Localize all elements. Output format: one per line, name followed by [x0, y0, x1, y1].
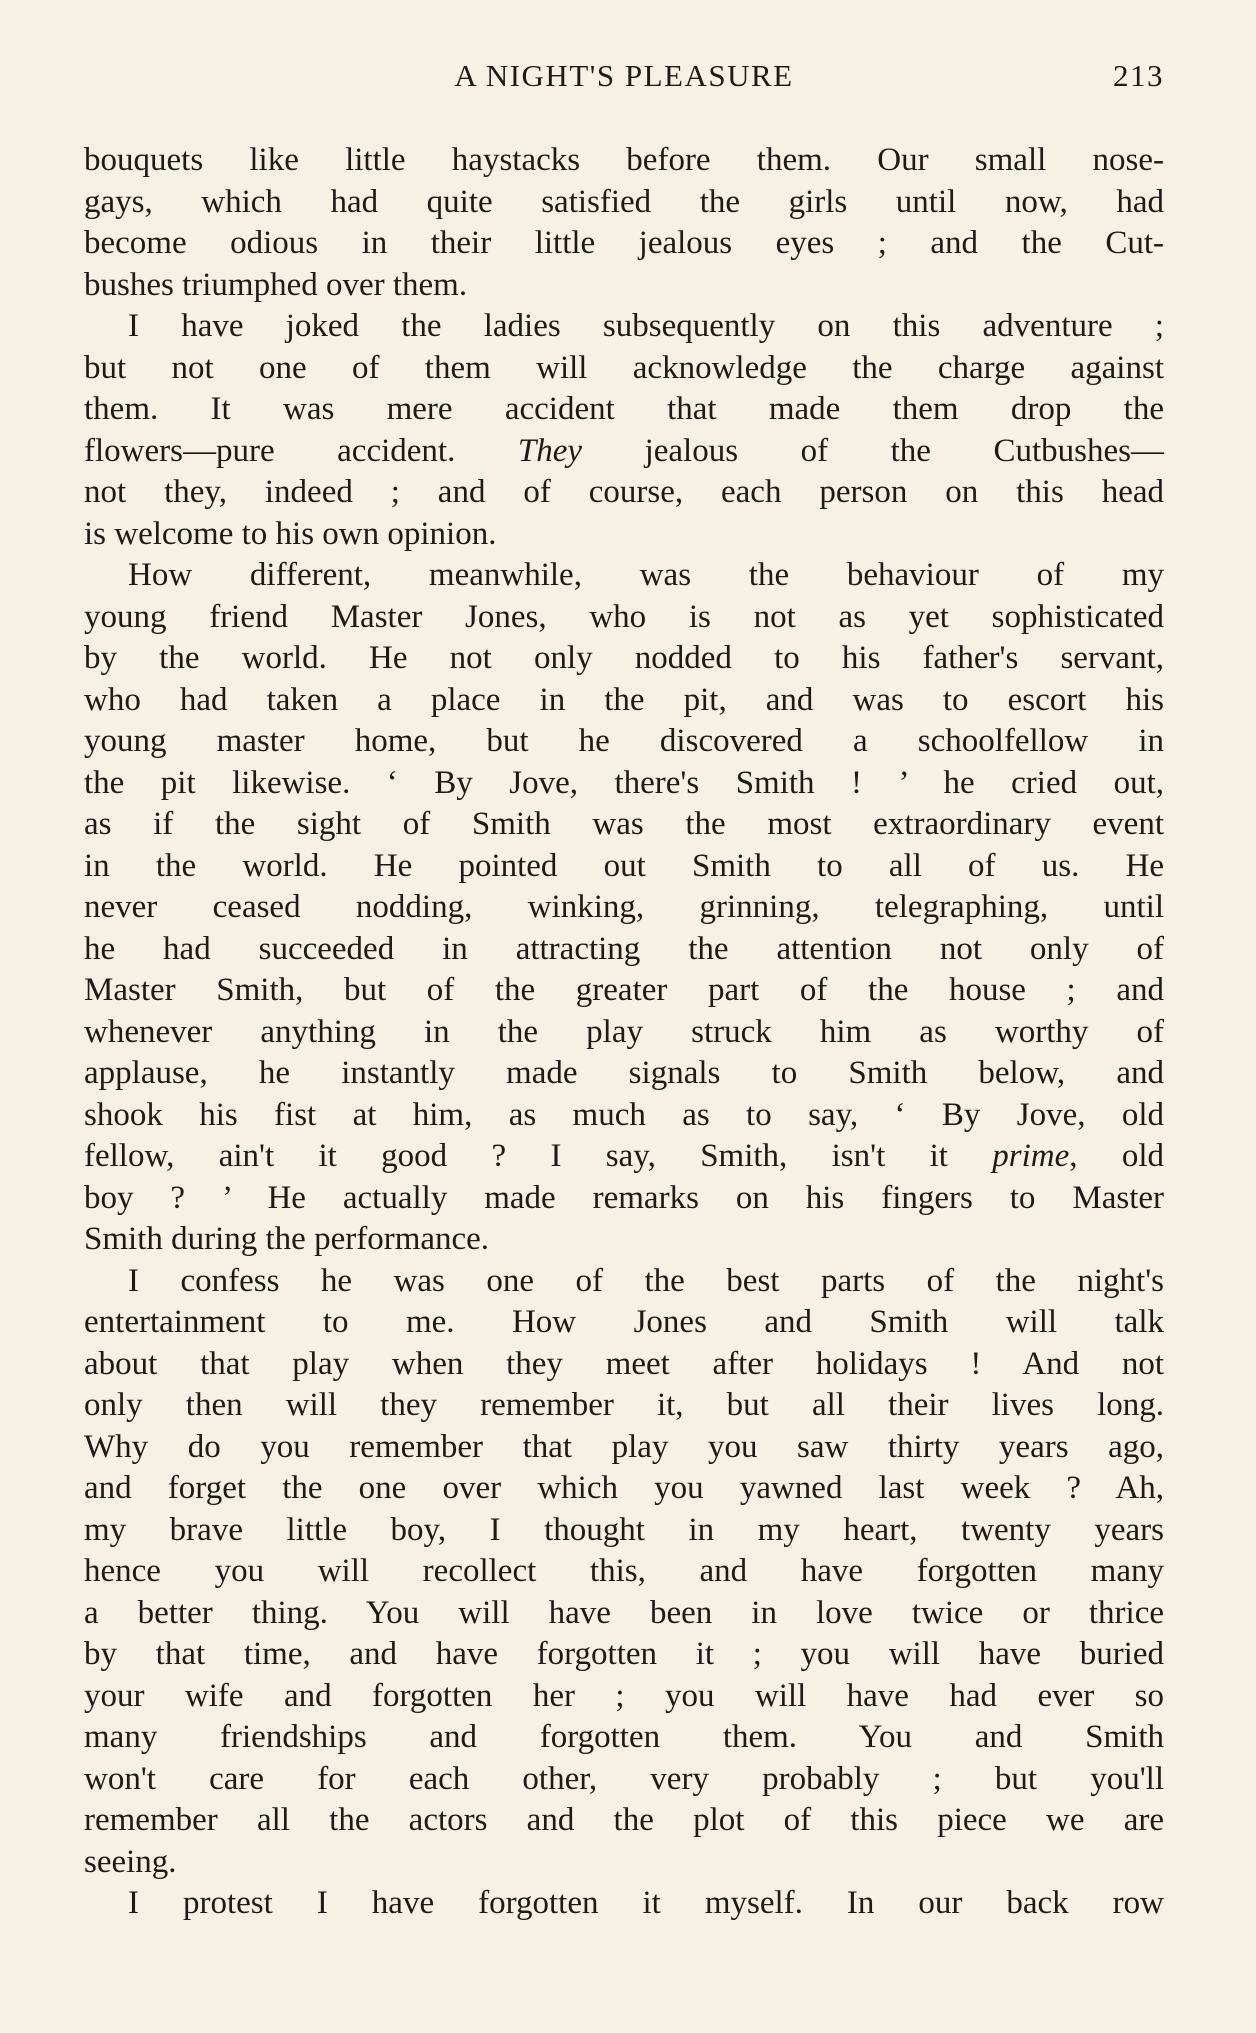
text-line: I confess he was one of the best parts of the night's: [128, 1262, 1164, 1299]
page-number: 213: [1113, 58, 1164, 93]
text-line: but not one of them will acknowledge the charge against: [84, 349, 1164, 386]
text-line: your wife and forgotten her ; you will have had ever so: [84, 1677, 1164, 1714]
text-line: [84, 431, 1164, 473]
text-line: by that time, and have forgotten it ; you will have buried: [84, 1636, 1164, 1672]
text-line: only then will they remember it, but all their lives long.: [84, 1387, 1164, 1423]
text-line: applause, he instantly made signals to Smith below, and: [84, 1055, 1164, 1091]
text-line: shook his fist at him, as much as to say, ‘ By Jove, old: [84, 1096, 1164, 1133]
text-line: about that play when they meet after holidays ! And not: [84, 1345, 1164, 1382]
text-line: Master Smith, but of the greater part of the house ; and: [84, 972, 1164, 1008]
text-line: hence you will recollect this, and have forgotten many: [84, 1553, 1164, 1589]
text-line: is welcome to his own opinion.: [84, 515, 497, 552]
text-line: young master home, but he discovered a schoolfellow in: [84, 723, 1164, 759]
text-line: seeing.: [84, 1843, 177, 1880]
text-line: [84, 1136, 1164, 1178]
text-line: How different, meanwhile, was the behaviour of my: [128, 557, 1164, 593]
text-line: Smith during the performance.: [84, 1221, 490, 1257]
text-line: never ceased nodding, winking, grinning, telegraphing, until: [84, 889, 1164, 925]
text-run: jealous of the Cutbushes—: [582, 432, 1164, 469]
text-run: fellow, ain't it good ? I say, Smith, isn't it: [84, 1138, 993, 1174]
text-line: I have joked the ladies subsequently on this adventure ;: [128, 308, 1164, 344]
running-title: A NIGHT'S PLEASURE: [454, 58, 794, 93]
text-line: entertainment to me. How Jones and Smith will talk: [84, 1304, 1164, 1340]
text-line: a better thing. You will have been in love twice or thrice: [84, 1594, 1164, 1631]
text-line: in the world. He pointed out Smith to all of us. He: [84, 847, 1164, 884]
text-line: won't care for each other, very probably ; but you'll: [84, 1760, 1164, 1797]
body-text: [84, 140, 1164, 1925]
text-line: as if the sight of Smith was the most extraordinary event: [84, 806, 1164, 842]
text-line: many friendships and forgotten them. You and Smith: [84, 1719, 1164, 1755]
text-run: , old: [1069, 1138, 1164, 1174]
text-line: the pit likewise. ‘ By Jove, there's Smith ! ’ he cried out,: [84, 764, 1164, 801]
text-line: he had succeeded in attracting the attention not only of: [84, 930, 1164, 967]
text-line: I protest I have forgotten it myself. In our back row: [128, 1885, 1164, 1921]
text-run: flowers—pure accident.: [84, 432, 518, 469]
text-line: bushes triumphed over them.: [84, 266, 468, 303]
text-line: them. It was mere accident that made them drop the: [84, 391, 1164, 427]
text-line: not they, indeed ; and of course, each person on this head: [84, 474, 1164, 510]
book-page: [84, 58, 1164, 1925]
text-line: young friend Master Jones, who is not as yet sophisticated: [84, 598, 1164, 635]
text-line: become odious in their little jealous eyes ; and the Cut-: [84, 225, 1164, 261]
text-line: and forget the one over which you yawned last week ? Ah,: [84, 1470, 1164, 1506]
running-head: [84, 58, 1164, 102]
text-line: whenever anything in the play struck him as worthy of: [84, 1013, 1164, 1050]
text-line: boy ? ’ He actually made remarks on his fingers to Master: [84, 1179, 1164, 1216]
text-line: bouquets like little haystacks before them. Our small nose-: [84, 142, 1164, 178]
text-line: Why do you remember that play you saw thirty years ago,: [84, 1428, 1164, 1465]
text-line: by the world. He not only nodded to his father's servant,: [84, 640, 1164, 676]
text-line: who had taken a place in the pit, and was to escort his: [84, 681, 1164, 718]
text-line: gays, which had quite satisfied the girls until now, had: [84, 183, 1164, 220]
italic-text: They: [517, 432, 583, 469]
italic-text: prime: [992, 1138, 1070, 1174]
text-line: remember all the actors and the plot of this piece we are: [84, 1802, 1164, 1838]
text-line: my brave little boy, I thought in my heart, twenty years: [84, 1511, 1164, 1548]
